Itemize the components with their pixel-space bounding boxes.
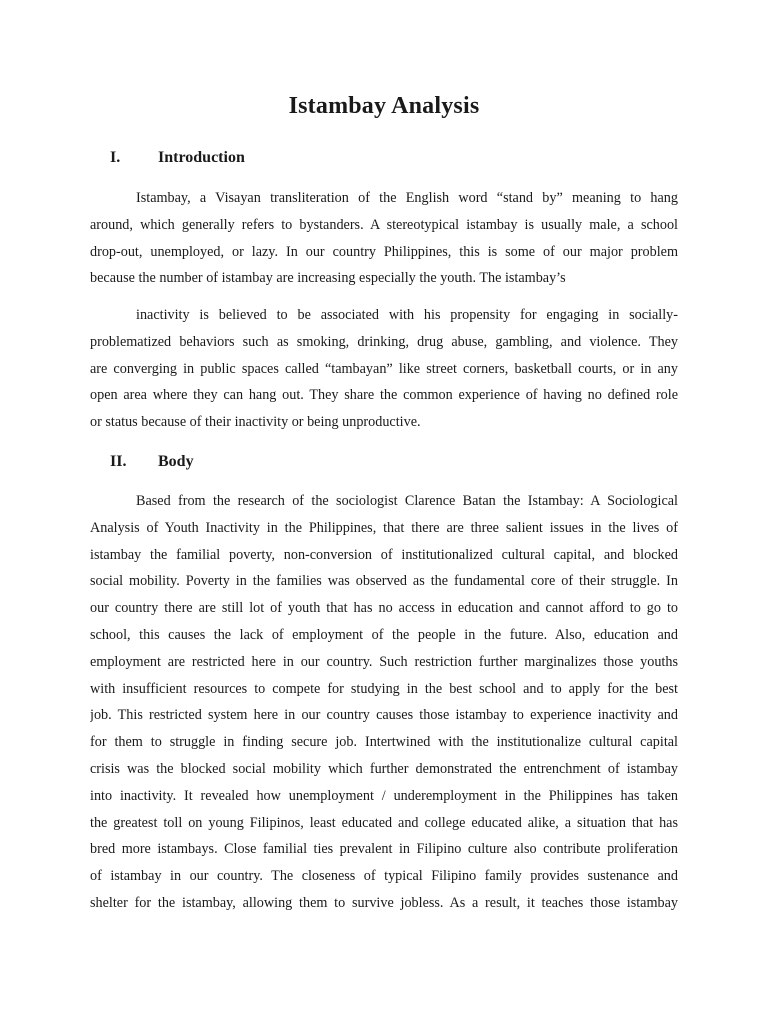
document-title: Istambay Analysis xyxy=(288,93,480,119)
section-number: II. xyxy=(110,453,127,470)
text-line: drop-out, unemployed, or lazy. In our country Philippines, this is some of our major problem xyxy=(90,243,678,260)
text-line: employment are restricted here in our country. Such restriction further marginalizes those youths xyxy=(90,653,678,670)
section-title: Introduction xyxy=(158,149,245,166)
text-line: for them to struggle in finding secure job. Intertwined with the institutionalize cultural capital xyxy=(90,734,678,751)
text-line: are converging in public spaces called “tambayan” like street corners, basketball courts, or in any xyxy=(90,360,678,377)
text-line: Analysis of Youth Inactivity in the Philippines, that there are three salient issues in the lives of xyxy=(90,519,678,536)
intro-paragraph-1 xyxy=(90,185,678,292)
text-line: job. This restricted system here in our country causes those istambay to experience inactivity and xyxy=(90,707,678,724)
intro-paragraph-2 xyxy=(90,302,678,436)
text-line: school, this causes the lack of employment of the people in the future. Also, education and xyxy=(90,626,678,643)
text-line: shelter for the istambay, allowing them to survive jobless. As a result, it teaches those istambay xyxy=(90,894,678,911)
text-line: Istambay, a Visayan transliteration of the English word “stand by” meaning to hang xyxy=(136,190,678,206)
text-line: the greatest toll on young Filipinos, least educated and college educated alike, a situation that has xyxy=(90,814,678,831)
text-line: crisis was the blocked social mobility which further demonstrated the entrenchment of istambay xyxy=(90,760,678,777)
text-line: around, which generally refers to bystanders. A stereotypical istambay is usually male, a school xyxy=(90,216,678,233)
text-line: social mobility. Poverty in the families was observed as the fundamental core of their struggle. In xyxy=(90,573,678,590)
text-line: bred more istambays. Close familial ties prevalent in Filipino culture also contribute proliferation xyxy=(90,841,678,858)
text-line: with insufficient resources to compete for studying in the best school and to apply for the best xyxy=(90,680,678,697)
text-line: our country there are still lot of youth that has no access in education and cannot afford to go to xyxy=(90,600,678,617)
text-line: because the number of istambay are increasing especially the youth. The istambay’s xyxy=(90,270,566,287)
text-line: open area where they can hang out. They share the common experience of having no defined role xyxy=(90,387,678,404)
body-paragraph-1 xyxy=(90,488,678,917)
text-line: of istambay in our country. The closeness of typical Filipino family provides sustenance and xyxy=(90,868,678,885)
text-line: or status because of their inactivity or being unproductive. xyxy=(90,414,421,431)
text-line: into inactivity. It revealed how unemployment / underemployment in the Philippines has taken xyxy=(90,787,678,804)
text-line: istambay the familial poverty, non-conversion of institutionalized cultural capital, and blocked xyxy=(90,546,678,563)
text-line: problematized behaviors such as smoking, drinking, drug abuse, gambling, and violence. They xyxy=(90,333,678,350)
section-title: Body xyxy=(158,453,194,470)
text-line: Based from the research of the sociologist Clarence Batan the Istambay: A Sociological xyxy=(136,493,678,509)
section-number: I. xyxy=(110,149,121,166)
text-line: inactivity is believed to be associated with his propensity for engaging in socially- xyxy=(136,307,678,323)
